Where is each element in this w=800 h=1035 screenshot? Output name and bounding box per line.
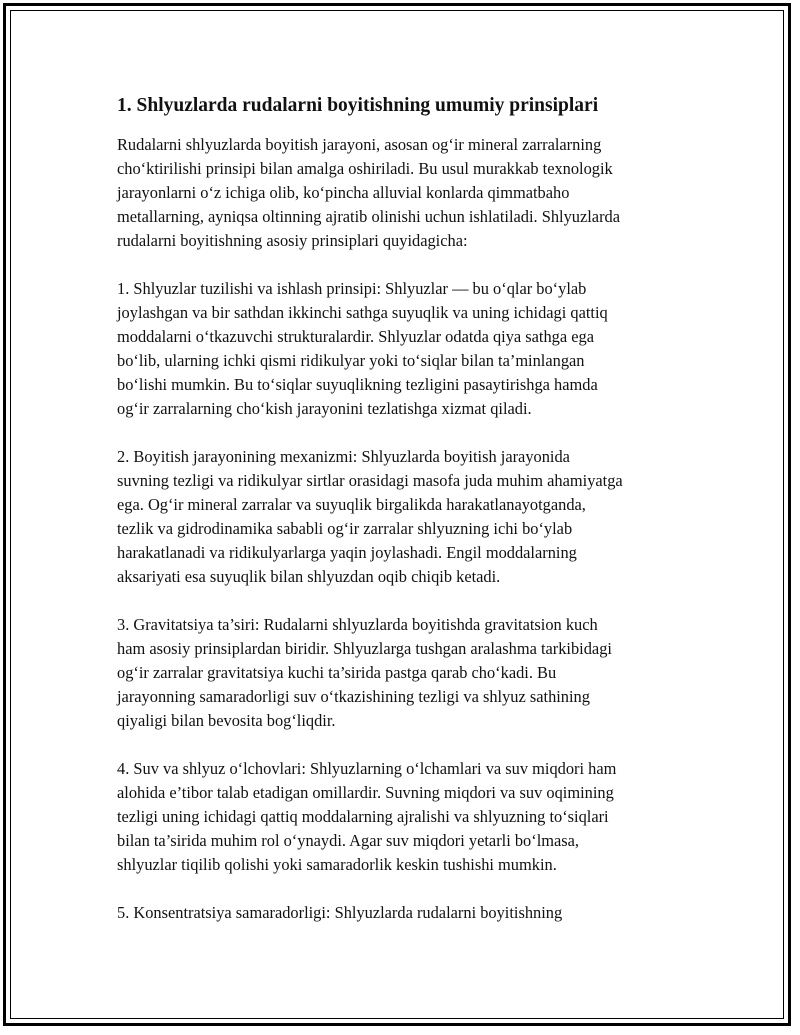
paragraph-1-structure: 1. Shlyuzlar tuzilishi va ishlash prinsipi: Shlyuzlar — bu o‘qlar bo‘ylab joylashgan va bir sathdan ikkinchi sathga suyuqlik va uning ichidagi qattiq moddalarni o‘tkazuvchi strukturalardir. Shlyuzlar odatda qiya sathga ega bo‘lib, ularning ichki qismi ridikulyar yoki to‘siqlar bilan ta’minlangan bo‘lishi mumkin. Bu to‘siqlar suyuqlikning tezligini pasaytirishga hamda og‘ir zarralarning cho‘kish jarayonini tezlatishga xizmat qiladi. [117, 279, 608, 418]
paragraph-4-dimensions: 4. Suv va shlyuz o‘lchovlari: Shlyuzlarning o‘lchamlari va suv miqdori ham alohida e’tibor talab etadigan omillardir. Suvning miqdori va suv oqimining tezligi uning ichidagi qattiq moddalarning ajralishi va shlyuzning to‘siqlari bilan ta’sirida muhim rol o‘ynaydi. Agar suv miqdori yetarli bo‘lmasa, shlyuzlar tiqilib qolishi yoki samaradorlik keskin tushishi mumkin. [117, 759, 617, 874]
document-body [117, 94, 707, 949]
paragraph-intro: Rudalarni shlyuzlarda boyitish jarayoni, asosan og‘ir mineral zarralarning cho‘ktirilishi prinsipi bilan amalga oshiriladi. Bu usul murakkab texnologik jarayonlarni o‘z ichiga olib, ko‘pincha alluvial konlarda qimmatbaho metallarning, ayniqsa oltinning ajratib olinishi uchun ishlatiladi. Shlyuzlarda rudalarni boyitishning asosiy prinsiplari quyidagicha: [117, 135, 621, 250]
paragraph-2-mechanism: 2. Boyitish jarayonining mexanizmi: Shlyuzlarda boyitish jarayonida suvning tezligi va ridikulyar sirtlar orasidagi masofa juda muhim ahamiyatga ega. Og‘ir mineral zarralar va suyuqlik birgalikda harakatlanayotganda, tezlik va gidrodinamika sababli og‘ir zarralar shlyuzning ichi bo‘ylab harakatlanadi va ridikulyarlarga yaqin joylashadi. Engil moddalarning aksariyati esa suyuqlik bilan shlyuzdan oqib chiqib ketadi. [117, 447, 623, 586]
paragraph-3-gravity: 3. Gravitatsiya ta’siri: Rudalarni shlyuzlarda boyitishda gravitatsion kuch ham asosiy prinsiplardan biridir. Shlyuzlarga tushgan aralashma tarkibidagi og‘ir zarralar gravitatsiya kuchi ta’sirida pastga qarab cho‘kadi. Bu jarayonning samaradorligi suv o‘tkazishining tezligi va shlyuz sathining qiyaligi bilan bevosita bog‘liqdir. [117, 615, 612, 730]
section-heading: 1. Shlyuzlarda rudalarni boyitishning umumiy prinsiplari [117, 95, 599, 116]
paragraph-5-concentration: 5. Konsentratsiya samaradorligi: Shlyuzlarda rudalarni boyitishning [117, 903, 563, 922]
